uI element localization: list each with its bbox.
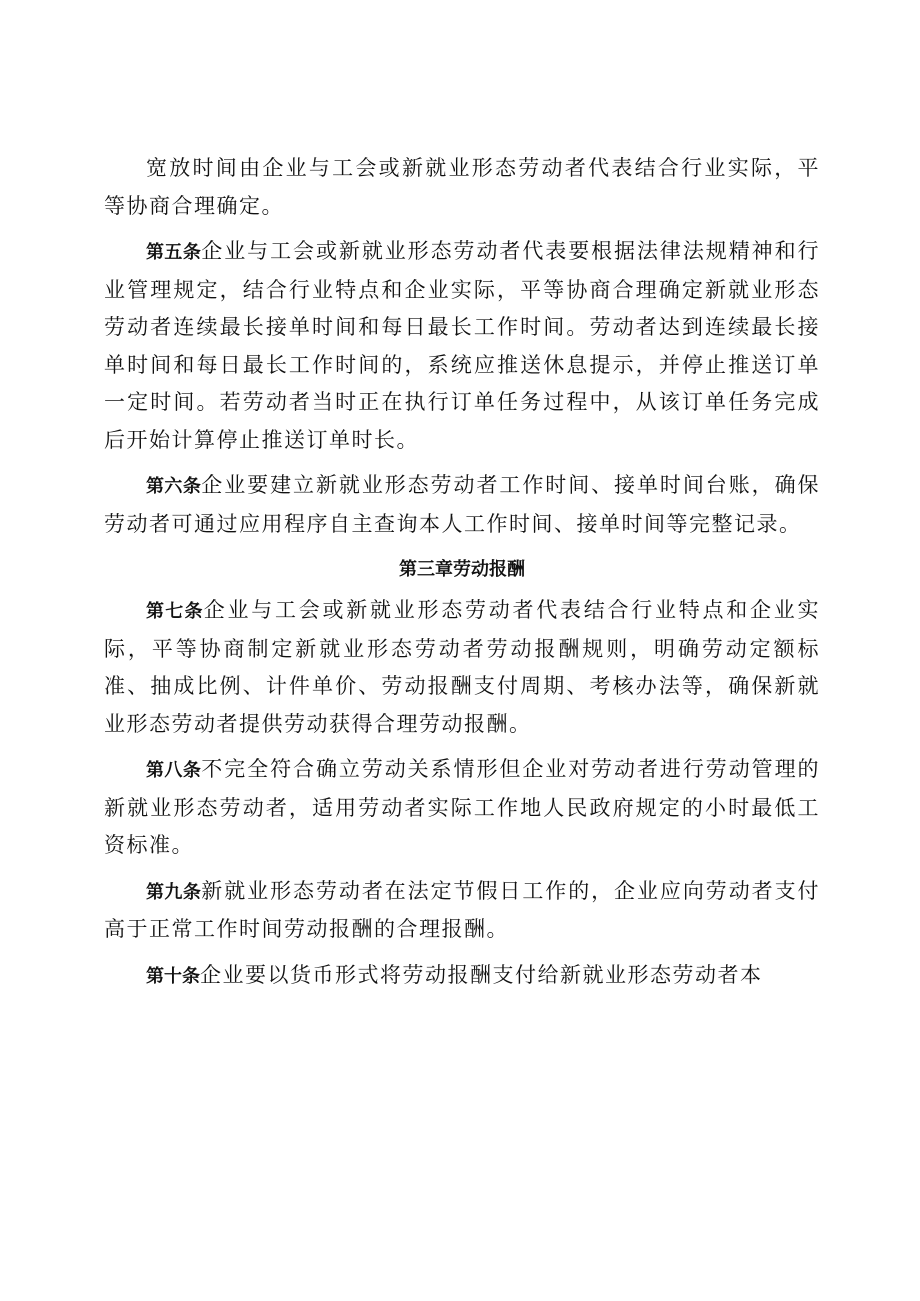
article-text: 不完全符合确立劳动关系情形但企业对劳动者进行劳动管理的新就业形态劳动者，适用劳动者实际工作地人民政府规定的小时最低工资标准。 [104,757,821,857]
article-8 [104,751,820,865]
paragraph-text: 宽放时间由企业与工会或新就业形态劳动者代表结合行业实际，平等协商合理确定。 [104,156,820,218]
article-5 [104,233,820,459]
article-text: 企业与工会或新就业形态劳动者代表要根据法律法规精神和行业管理规定，结合行业特点和企业实际，平等协商合理确定新就业形态劳动者连续最长接单时间和每日最长工作时间。劳动者达到连续最长接单时间和每日最长工作时间的，系统应推送休息提示，并停止推送订单一定时间。若劳动者当时正在执行订单任务过程中，从该订单任务完成后开始计算停止推送订单时长。 [104,239,821,452]
article-text: 企业要建立新就业形态劳动者工作时间、接单时间台账，确保劳动者可通过应用程序自主查询本人工作时间、接单时间等完整记录。 [104,473,821,536]
article-text: 企业要以货币形式将劳动报酬支付给新就业形态劳动者本 [200,962,763,987]
article-text: 企业与工会或新就业形态劳动者代表结合行业特点和企业实际，平等协商制定新就业形态劳动者劳动报酬规则，明确劳动定额标准、抽成比例、计件单价、劳动报酬支付周期、考核办法等，确保新就业形态劳动者提供劳动获得合理劳动报酬。 [104,598,820,736]
document-page [104,150,820,1003]
chapter-title: 第三章劳动报酬 [399,559,525,580]
article-number: 第六条 [146,476,202,497]
article-number: 第五条 [146,242,202,263]
article-9 [104,873,820,949]
article-text: 新就业形态劳动者在法定节假日工作的，企业应向劳动者支付高于正常工作时间劳动报酬的合理报酬。 [104,878,821,941]
paragraph-continuation [104,150,820,225]
article-7 [104,592,820,743]
article-number: 第九条 [146,881,202,903]
article-10 [104,957,820,996]
article-number: 第八条 [146,760,202,781]
article-number: 第十条 [146,965,200,987]
article-number: 第七条 [146,601,204,622]
article-6 [104,467,820,543]
